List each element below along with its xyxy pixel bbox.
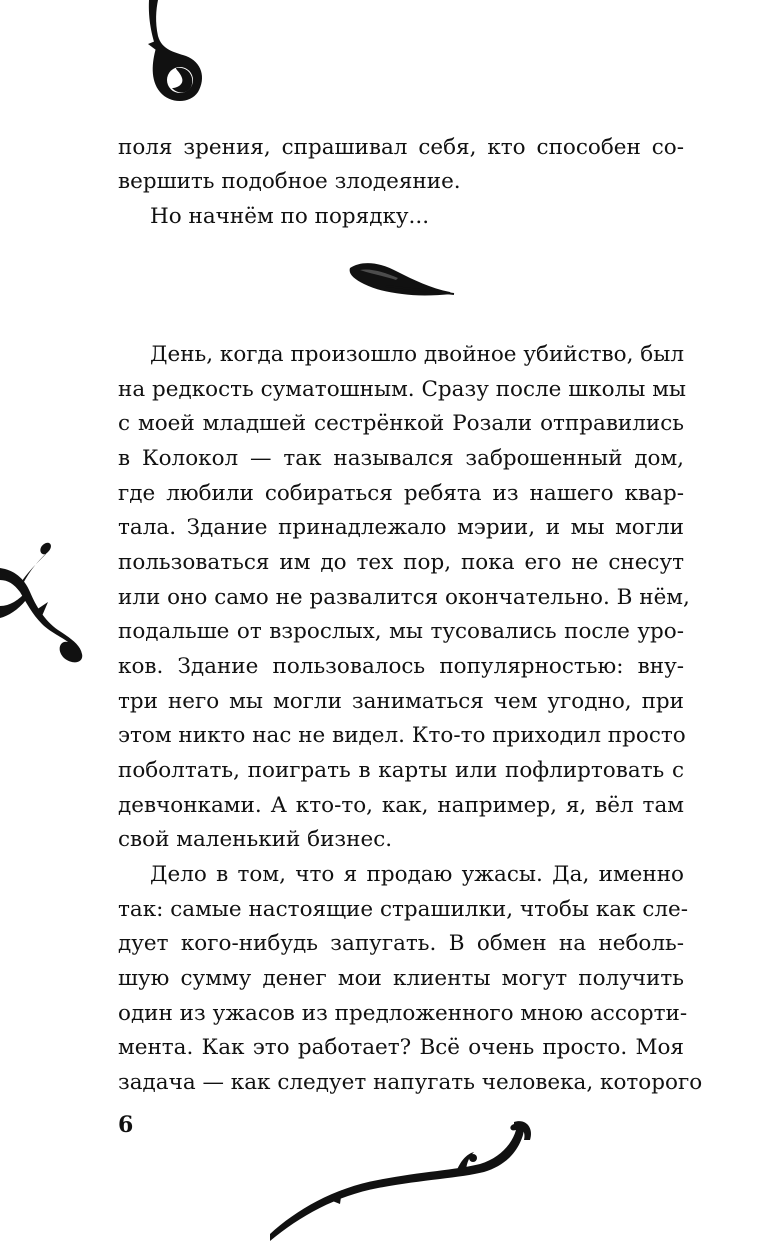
bottom-branch-icon bbox=[270, 1118, 538, 1241]
page-number: 6 bbox=[118, 1112, 134, 1138]
text-line: поля зрения, спрашивал себя, кто способен со- bbox=[118, 135, 684, 160]
text-line: в Колокол — так назывался заброшенный дом, bbox=[118, 446, 684, 471]
text-line: Но начнём по порядку... bbox=[150, 204, 430, 229]
text-line: этом никто нас не видел. Кто-то приходил просто bbox=[118, 723, 686, 748]
text-line: вершить подобное злодеяние. bbox=[118, 169, 461, 194]
text-line: задача — как следует напугать человека, которого bbox=[118, 1070, 703, 1095]
text-line: мента. Как это работает? Всё очень просто. Моя bbox=[118, 1035, 684, 1060]
text-line: тала. Здание принадлежало мэрии, и мы могли bbox=[118, 515, 684, 540]
text-line: подальше от взрослых, мы тусовались после уро- bbox=[118, 619, 684, 644]
text-line: свой маленький бизнес. bbox=[118, 827, 393, 852]
text-line: один из ужасов из предложенного мною ассорти- bbox=[118, 1001, 688, 1026]
text-line: с моей младшей сестрёнкой Розали отправились bbox=[118, 411, 684, 436]
text-line: Дело в том, что я продаю ужасы. Да, именно bbox=[150, 862, 684, 887]
thorny-branch-icon bbox=[0, 540, 100, 664]
text-line: так: самые настоящие страшилки, чтобы как сле- bbox=[118, 897, 689, 922]
text-line: ков. Здание пользовалось популярностью: вну- bbox=[118, 654, 684, 679]
text-line: три него мы могли заниматься чем угодно, при bbox=[118, 689, 684, 714]
feather-icon bbox=[346, 258, 456, 304]
text-line: дует кого-нибудь запугать. В обмен на неболь- bbox=[118, 931, 684, 956]
curled-branch-icon bbox=[136, 0, 216, 105]
text-line: девчонками. А кто-то, как, например, я, вёл там bbox=[118, 793, 684, 818]
text-line: пользоваться им до тех пор, пока его не снесут bbox=[118, 550, 684, 575]
text-line: День, когда произошло двойное убийство, был bbox=[150, 342, 684, 367]
text-line: на редкость суматошным. Сразу после школы мы bbox=[118, 377, 687, 402]
text-line: или оно само не развалится окончательно. В нём, bbox=[118, 585, 690, 610]
text-line: шую сумму денег мои клиенты могут получить bbox=[118, 966, 684, 991]
text-line: где любили собираться ребята из нашего квар- bbox=[118, 481, 684, 506]
text-line: поболтать, поиграть в карты или пофлиртовать с bbox=[118, 758, 684, 783]
